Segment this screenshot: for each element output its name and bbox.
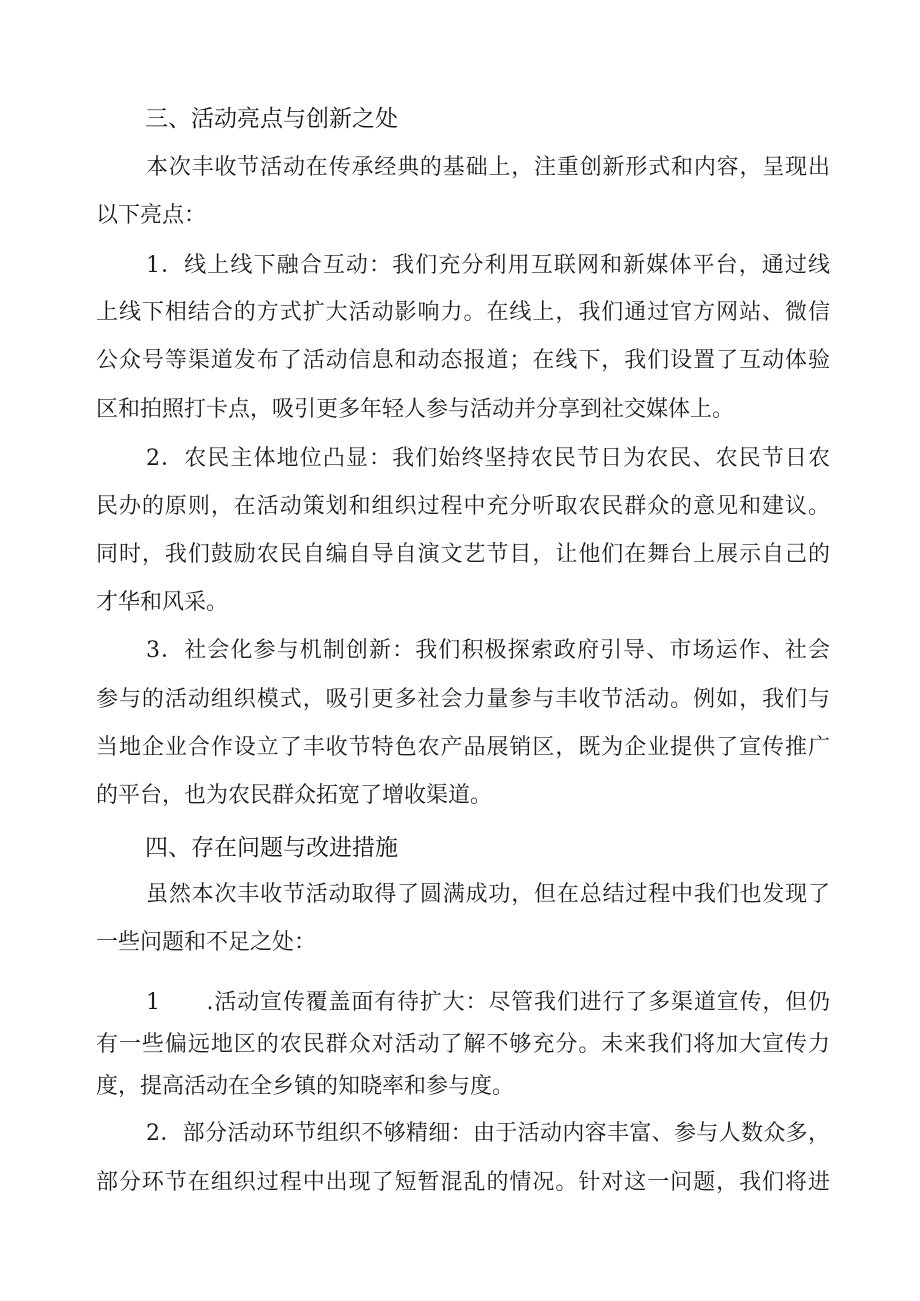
section-3-item-1-line-2: 上线下相结合的方式扩大活动影响力。在线上，我们通过官方网站、微信 — [96, 300, 830, 325]
section-3-item-2-line-1: 2．农民主体地位凸显：我们始终坚持农民节日为农民、农民节日农 — [146, 446, 830, 471]
section-3-item-1-line-3: 公众号等渠道发布了活动信息和动态报道；在线下，我们设置了互动体验 — [96, 348, 830, 373]
section-4-item-1-line-3: 度，提高活动在全乡镇的知晓率和参与度。 — [96, 1074, 515, 1099]
section-3-item-3-line-1: 3．社会化参与机制创新：我们积极探索政府引导、市场运作、社会 — [146, 638, 830, 663]
section-3-intro-line-2: 以下亮点： — [96, 203, 207, 228]
section-4-item-2-line-1: 2．部分活动环节组织不够精细：由于活动内容丰富、参与人数众多， — [146, 1121, 830, 1146]
section-3-item-3-line-4: 的平台，也为农民群众拓宽了增收渠道。 — [96, 783, 493, 808]
section-3-item-3-line-3: 当地企业合作设立了丰收节特色农产品展销区，既为企业提供了宣传推广 — [96, 735, 830, 760]
section-3-item-2-line-3: 同时，我们鼓励农民自编自导自演文艺节目，让他们在舞台上展示自己的 — [96, 542, 830, 567]
section-3-item-2-line-4: 才华和风采。 — [96, 590, 229, 615]
section-4-item-2-line-2: 部分环节在组织过程中出现了短暂混乱的情况。针对这一问题，我们将进 — [96, 1170, 830, 1195]
section-3-item-1-line-1: 1．线上线下融合互动：我们充分利用互联网和新媒体平台，通过线 — [146, 253, 830, 278]
section-3-intro-line-1: 本次丰收节活动在传承经典的基础上，注重创新形式和内容，呈现出 — [146, 155, 830, 180]
section-4-item-1-line-2: 有一些偏远地区的农民群众对活动了解不够充分。未来我们将加大宣传力 — [96, 1032, 830, 1057]
section-4-intro-line-2: 一些问题和不足之处： — [96, 930, 317, 955]
section-4-heading: 四、存在问题与改进措施 — [145, 835, 398, 861]
section-4-item-1-line-1: 1 .活动宣传覆盖面有待扩大：尽管我们进行了多渠道宣传，但仍 — [146, 990, 830, 1015]
section-4-intro-line-1: 虽然本次丰收节活动取得了圆满成功，但在总结过程中我们也发现了 — [146, 882, 830, 907]
section-3-item-2-line-2: 民办的原则，在活动策划和组织过程中充分听取农民群众的意见和建议。 — [96, 494, 830, 519]
section-3-item-1-line-4: 区和拍照打卡点，吸引更多年轻人参与活动并分享到社交媒体上。 — [96, 397, 735, 422]
section-3-item-3-line-2: 参与的活动组织模式，吸引更多社会力量参与丰收节活动。例如，我们与 — [96, 687, 830, 712]
section-3-heading: 三、活动亮点与创新之处 — [145, 106, 398, 132]
